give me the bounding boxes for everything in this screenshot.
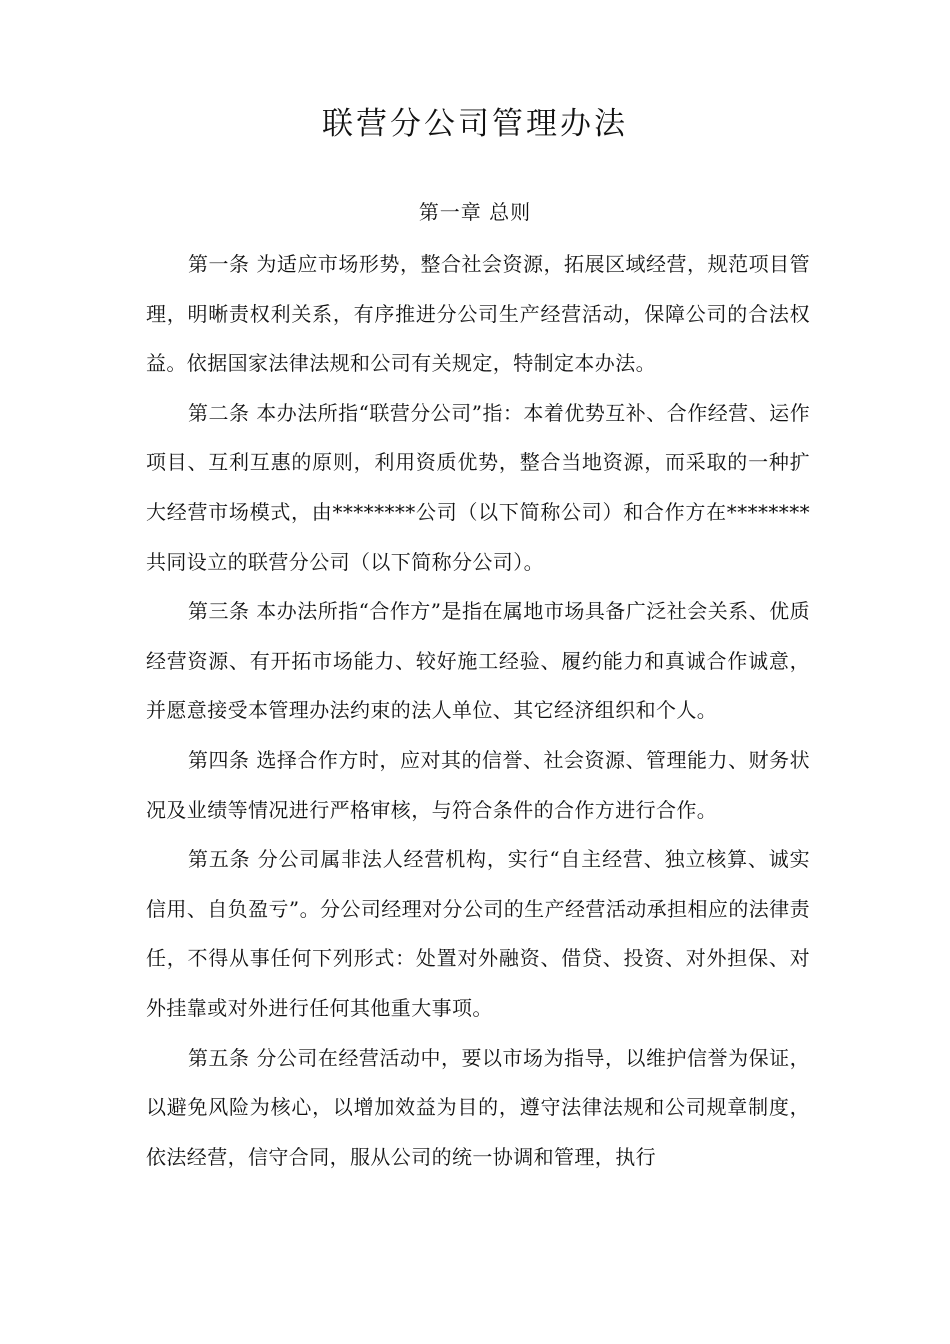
article-1: 第一条 为适应市场形势，整合社会资源，拓展区域经营，规范项目管理，明晰责权利关系，有序推进分公司生产经营活动，保障公司的合法权益。依据国家法律法规和公司有关规定，特制定本办法。 bbox=[146, 252, 810, 376]
document-title: 联营分公司管理办法 bbox=[322, 106, 628, 142]
document-body bbox=[146, 240, 810, 1182]
article-2: 第二条 本办法所指“联营分公司”指：本着优势互补、合作经营、运作项目、互利互惠的原则，利用资质优势，整合当地资源，而采取的一种扩大经营市场模式，由********公司（以下简称公司）和合作方在********共同设立的联营分公司（以下简称分公司）。 bbox=[146, 400, 810, 574]
article-5: 第五条 分公司属非法人经营机构，实行“自主经营、独立核算、诚实信用、自负盈亏”。分公司经理对分公司的生产经营活动承担相应的法律责任，不得从事任何下列形式：处置对外融资、借贷、投资、对外担保、对外挂靠或对外进行任何其他重大事项。 bbox=[146, 847, 810, 1020]
article-4: 第四条 选择合作方时，应对其的信誉、社会资源、管理能力、财务状况及业绩等情况进行严格审核，与符合条件的合作方进行合作。 bbox=[146, 747, 810, 822]
article-5b: 第五条 分公司在经营活动中，要以市场为指导，以维护信誉为保证，以避免风险为核心，以增加效益为目的，遵守法律法规和公司规章制度，依法经营，信守合同，服从公司的统一协调和管理，执行 bbox=[146, 1045, 810, 1169]
article-3: 第三条 本办法所指“合作方”是指在属地市场具备广泛社会关系、优质经营资源、有开拓市场能力、较好施工经验、履约能力和真诚合作诚意，并愿意接受本管理办法约束的法人单位、其它经济组织和个人。 bbox=[146, 599, 810, 723]
chapter-heading: 第一章 总则 bbox=[418, 200, 532, 224]
